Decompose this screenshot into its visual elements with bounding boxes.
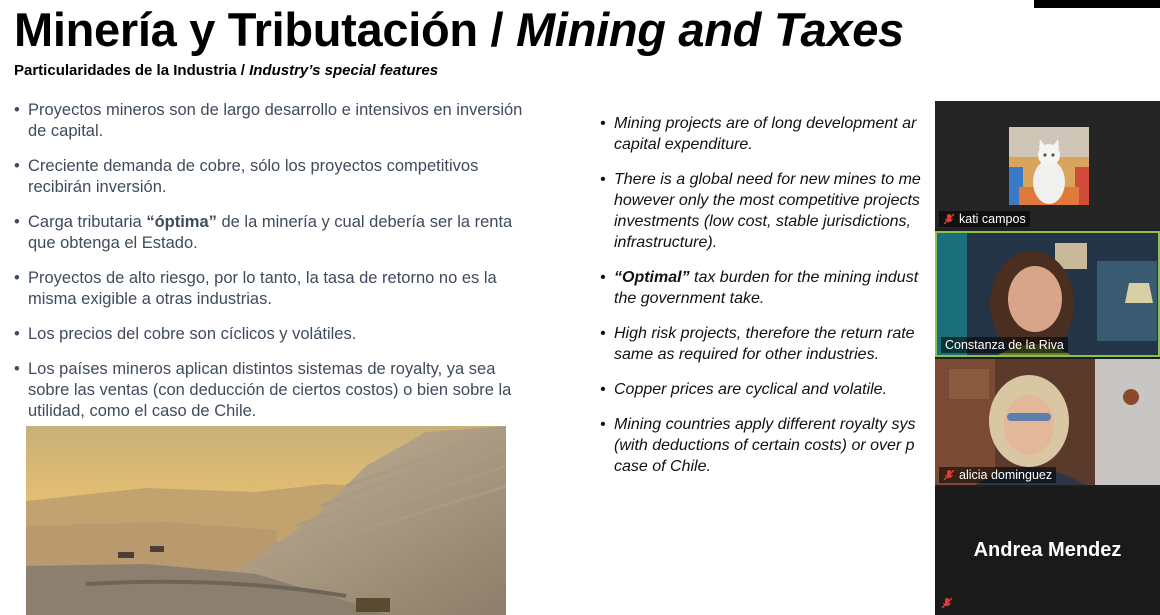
participant-name-label: alicia dominguez — [939, 467, 1056, 483]
bullet-item: • Proyectos mineros son de largo desarrollo e intensivos en inversión de capital. — [14, 101, 523, 140]
bullet-item: • High risk projects, therefore the return rate same as required for other industries. — [600, 325, 915, 363]
english-bullet-list — [600, 113, 940, 491]
muted-mic-icon — [943, 213, 955, 225]
slide-title — [14, 2, 904, 57]
muted-mic-icon — [941, 597, 953, 609]
participant-display-name: Andrea Mendez — [973, 539, 1122, 561]
bullet-item: • Los países mineros aplican distintos sistemas de royalty, ya sea sobre las ventas (con deducción de ciertos costos) o bien sobre la utilidad, como el caso de Chile. — [14, 360, 512, 420]
participant-name-label: kati campos — [939, 211, 1030, 227]
participant-tile-andrea[interactable] — [935, 487, 1160, 615]
bullet-item: • Carga tributaria “óptima” de la minería y cual debería ser la renta que obtenga el Estado. — [14, 213, 513, 252]
cat-avatar-image — [1009, 127, 1089, 205]
bullet-item: • Mining countries apply different royalty sys (with deductions of certain costs) or over p case of Chile. — [600, 416, 916, 475]
bullet-item: • Proyectos de alto riesgo, por lo tanto, la tasa de retorno no es la misma exigible a otras industrias. — [14, 269, 497, 308]
participant-tile-alicia[interactable] — [935, 359, 1160, 485]
bullet-item: • Copper prices are cyclical and volatile. — [600, 381, 888, 398]
bullet-item: • Creciente demanda de cobre, sólo los proyectos competitivos recibirán inversión. — [14, 157, 479, 196]
participant-tile-kati[interactable] — [935, 101, 1160, 229]
participant-tile-constanza[interactable] — [935, 231, 1160, 357]
title-english: Mining and Taxes — [516, 3, 904, 56]
participant-gallery — [935, 101, 1160, 615]
bullet-item: • “Optimal” tax burden for the mining indust the government take. — [600, 269, 919, 307]
muted-mic-icon — [943, 469, 955, 481]
slide-subtitle — [14, 62, 438, 79]
screen-edge — [1034, 0, 1160, 8]
mine-photo — [26, 426, 506, 615]
bullet-item: • There is a global need for new mines to me however only the most competitive projects investments (low cost, stable jurisdictions, infrastructure). — [600, 171, 921, 251]
title-spanish: Minería y Tributación / — [14, 3, 517, 56]
subtitle-spanish: Particularidades de la Industria / — [14, 62, 250, 79]
participant-name-label: Constanza de la Riva — [941, 337, 1068, 353]
bullet-item: • Mining projects are of long development ar capital expenditure. — [600, 115, 917, 153]
spanish-bullet-list — [14, 100, 524, 436]
subtitle-english: Industry’s special features — [249, 62, 439, 79]
bullet-item: • Los precios del cobre son cíclicos y volátiles. — [14, 325, 357, 343]
